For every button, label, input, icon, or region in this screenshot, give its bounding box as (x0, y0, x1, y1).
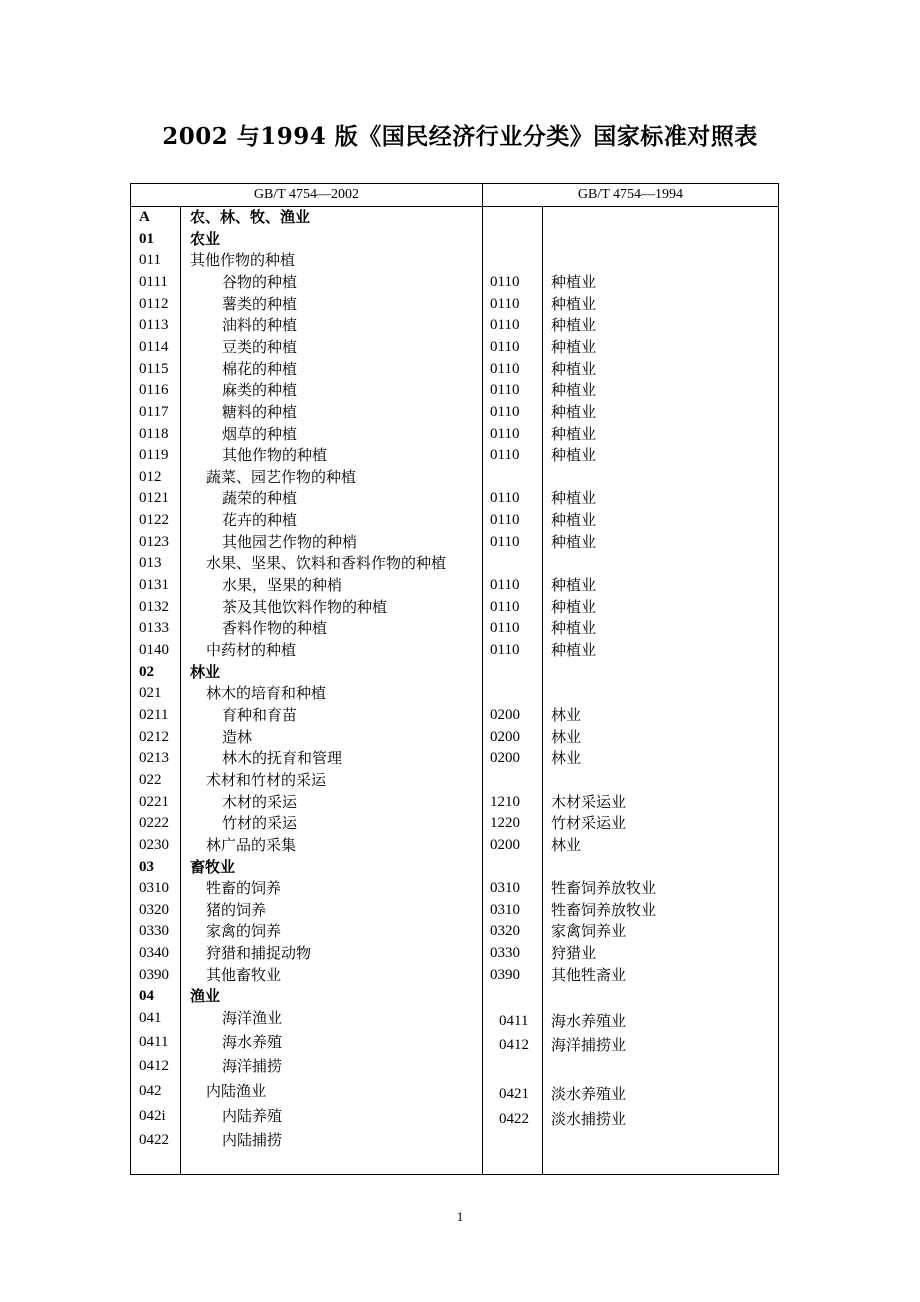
new-name: 花卉的种植 (222, 511, 298, 530)
old-code: 0110 (490, 403, 520, 420)
old-name: 种植业 (551, 446, 597, 465)
new-code: 0133 (139, 620, 169, 637)
table-row (0, 792, 920, 813)
new-name: 林木的培育和种植 (206, 684, 327, 703)
old-code: 0110 (490, 577, 520, 594)
table-row (0, 250, 920, 271)
old-fishery-row (0, 1035, 920, 1056)
new-code: 013 (139, 555, 162, 572)
new-code: 021 (139, 685, 162, 702)
header-old-standard: GB/T 4754—1994 (577, 187, 684, 202)
table-row (0, 683, 920, 704)
table-row (0, 986, 920, 1007)
table-row (0, 294, 920, 315)
new-code: 0412 (139, 1058, 169, 1074)
new-code: 0123 (139, 533, 169, 550)
table-row (0, 553, 920, 574)
table-row (0, 532, 920, 553)
new-code: 0320 (139, 901, 169, 918)
page-number: 1 (456, 1209, 464, 1224)
new-code: 0411 (139, 1034, 169, 1050)
old-code: 0422 (499, 1111, 529, 1127)
old-code: 0110 (490, 360, 520, 377)
table-row (0, 1130, 920, 1151)
new-name: 中药材的种植 (206, 641, 297, 659)
old-code: 0110 (490, 490, 520, 507)
table-row (0, 943, 920, 964)
new-name: 育种和育苗 (222, 705, 298, 724)
new-name: 香料作物的种植 (222, 619, 328, 638)
new-code: 012 (139, 468, 162, 485)
new-code: 0122 (139, 512, 169, 529)
new-name: 内陆渔业 (206, 1082, 267, 1100)
new-code: A (139, 209, 150, 225)
table-row (0, 640, 920, 661)
new-code: 0140 (139, 642, 169, 658)
new-code: 022 (139, 771, 162, 788)
old-fishery-row (0, 1084, 920, 1105)
new-code: 0310 (139, 880, 169, 897)
table-row (0, 424, 920, 445)
new-name: 农业 (190, 229, 221, 248)
new-name: 内陆养殖 (222, 1107, 283, 1125)
old-name: 林业 (551, 749, 582, 768)
old-name: 种植业 (551, 381, 597, 400)
old-code: 0110 (490, 620, 520, 637)
old-name: 家禽饲养业 (551, 922, 627, 941)
old-name: 种植业 (551, 641, 597, 659)
old-name: 种植业 (551, 489, 597, 508)
table-row (0, 488, 920, 509)
new-code: 0422 (139, 1132, 169, 1148)
old-name: 牲畜饲养放牧业 (551, 900, 657, 919)
old-code: 0110 (490, 295, 520, 312)
old-code: 0200 (490, 728, 520, 745)
table-row (0, 380, 920, 401)
old-name: 种植业 (551, 597, 597, 616)
old-code: 0200 (490, 706, 520, 723)
new-name: 狩猎和捕捉动物 (206, 944, 312, 963)
new-name: 谷物的种植 (222, 272, 298, 291)
new-name: 其他园艺作物的种梢 (222, 532, 358, 551)
table-row (0, 207, 920, 228)
table-row (0, 662, 920, 683)
old-name: 淡水养殖业 (551, 1085, 627, 1103)
new-code: 042 (139, 1083, 162, 1099)
old-name: 种植业 (551, 402, 597, 421)
new-code: 0230 (139, 836, 169, 853)
table-row (0, 748, 920, 769)
table-row (0, 857, 920, 878)
new-code: 0116 (139, 382, 169, 399)
old-name: 木材采运业 (551, 792, 627, 811)
old-code: 0110 (490, 598, 520, 615)
new-name: 海洋捕捞 (222, 1057, 283, 1075)
old-code: 0310 (490, 880, 520, 897)
table-row (0, 1056, 920, 1077)
table-row (0, 315, 920, 336)
old-code: 0320 (490, 923, 520, 940)
new-name: 茶及其他饮料作物的种植 (222, 597, 388, 616)
new-code: 0213 (139, 750, 169, 767)
new-code: 0131 (139, 577, 169, 594)
new-code: 0132 (139, 598, 169, 615)
old-code: 0330 (490, 945, 520, 962)
new-name: 术材和竹材的采运 (206, 770, 327, 789)
old-name: 林业 (551, 727, 582, 746)
table-row (0, 272, 920, 293)
new-name: 豆类的种植 (222, 337, 298, 356)
old-name: 种植业 (551, 337, 597, 356)
new-code: 03 (139, 858, 154, 875)
old-name: 海洋捕捞业 (551, 1036, 627, 1054)
new-name: 造林 (222, 727, 253, 746)
new-name: 烟草的种植 (222, 424, 298, 443)
old-code: 0110 (490, 512, 520, 529)
old-code: 0110 (490, 533, 520, 550)
new-name: 蔬菜、园艺作物的种植 (206, 467, 357, 486)
new-name: 渔业 (190, 987, 221, 1006)
old-code: 0110 (490, 317, 520, 334)
new-code: 0112 (139, 295, 169, 312)
old-fishery-row (0, 1011, 920, 1032)
old-code: 0421 (499, 1086, 529, 1102)
table-row (0, 878, 920, 899)
old-code: 0110 (490, 447, 520, 464)
new-name: 蔬荣的种植 (222, 489, 298, 508)
old-code: 0200 (490, 836, 520, 853)
table-row (0, 229, 920, 250)
new-name: 林广品的采集 (206, 835, 297, 854)
old-name: 种植业 (551, 576, 597, 595)
old-code: 1210 (490, 793, 520, 810)
old-name: 竹材采运业 (551, 814, 627, 833)
new-code: 0221 (139, 793, 169, 810)
new-code: 0117 (139, 403, 169, 420)
old-name: 种植业 (551, 316, 597, 335)
table-row (0, 337, 920, 358)
new-name: 其他作物的种植 (190, 251, 296, 270)
new-code: 011 (139, 252, 161, 269)
new-code: 0390 (139, 966, 169, 983)
old-fishery-row (0, 1109, 920, 1130)
table-row (0, 467, 920, 488)
new-name: 油料的种植 (222, 316, 298, 335)
table-border-bottom (130, 1174, 779, 1175)
new-code: 0113 (139, 317, 169, 334)
old-code: 0200 (490, 750, 520, 767)
new-code: 0118 (139, 425, 169, 442)
old-code: 0310 (490, 901, 520, 918)
new-code: 0212 (139, 728, 169, 745)
table-row (0, 727, 920, 748)
new-name: 薯类的种植 (222, 294, 298, 313)
old-name: 种植业 (551, 424, 597, 443)
old-name: 种植业 (551, 294, 597, 313)
old-name: 林业 (551, 705, 582, 724)
old-name: 种植业 (551, 511, 597, 530)
old-name: 种植业 (551, 272, 597, 291)
table-row (0, 813, 920, 834)
table-row (0, 835, 920, 856)
old-name: 种植业 (551, 532, 597, 551)
old-code: 0412 (499, 1037, 529, 1053)
old-name: 淡水捕捞业 (551, 1110, 627, 1128)
new-name: 水果、坚果、饮料和香料作物的种植 (206, 554, 447, 573)
old-name: 林业 (551, 835, 582, 854)
old-code: 1220 (490, 815, 520, 832)
new-name: 其他畜牧业 (206, 965, 282, 984)
new-name: 水果，坚果的种梢 (222, 576, 343, 595)
old-name: 其他牲斋业 (551, 965, 627, 984)
table-row (0, 359, 920, 380)
header-new-standard: GB/T 4754—2002 (253, 187, 360, 202)
new-code: 0114 (139, 338, 169, 355)
new-name: 糖料的种植 (222, 402, 298, 421)
new-name: 家禽的饲养 (206, 922, 282, 941)
table-row (0, 597, 920, 618)
new-name: 牲畜的饲养 (206, 879, 282, 898)
table-row (0, 921, 920, 942)
table-row (0, 575, 920, 596)
table-row (0, 900, 920, 921)
new-code: 02 (139, 663, 154, 680)
old-code: 0390 (490, 966, 520, 983)
table-row (0, 618, 920, 639)
table-row (0, 965, 920, 986)
old-code: 0110 (490, 382, 520, 399)
new-name: 猪的饲养 (206, 900, 267, 919)
new-name: 海洋渔业 (222, 1009, 283, 1027)
new-name: 农、林、牧、渔业 (190, 208, 311, 226)
new-name: 其他作物的种植 (222, 446, 328, 465)
old-code: 0411 (499, 1013, 529, 1029)
table-row (0, 705, 920, 726)
new-code: 04 (139, 988, 154, 1005)
new-code: 041 (139, 1010, 162, 1026)
old-code: 0110 (490, 642, 520, 658)
old-name: 种植业 (551, 359, 597, 378)
old-name: 狩猎业 (551, 944, 597, 963)
new-name: 内陆捕捞 (222, 1131, 283, 1149)
new-name: 畜牧业 (190, 857, 236, 876)
new-name: 木材的采运 (222, 792, 298, 811)
old-code: 0110 (490, 273, 520, 290)
new-code: 0222 (139, 815, 169, 832)
new-name: 麻类的种植 (222, 381, 298, 400)
new-code: 0111 (139, 273, 168, 290)
new-code: 0115 (139, 360, 169, 377)
new-code: 01 (139, 230, 154, 247)
new-name: 林木的抚育和管理 (222, 749, 343, 768)
new-code: 0340 (139, 945, 169, 962)
table-row (0, 402, 920, 423)
old-code: 0110 (490, 338, 520, 355)
new-code: 0121 (139, 490, 169, 507)
new-name: 棉花的种植 (222, 359, 298, 378)
old-code: 0110 (490, 425, 520, 442)
table-row (0, 770, 920, 791)
new-code: 042i (139, 1108, 166, 1124)
page-title: 2002 与1994 版《国民经济行业分类》国家标准对照表 (162, 123, 758, 150)
new-name: 海水养殖 (222, 1033, 283, 1051)
new-code: 0119 (139, 447, 169, 464)
old-name: 种植业 (551, 619, 597, 638)
old-name: 海水养殖业 (551, 1012, 627, 1030)
new-code: 0330 (139, 923, 169, 940)
new-code: 0211 (139, 706, 169, 723)
table-row (0, 510, 920, 531)
table-row (0, 445, 920, 466)
old-name: 牲畜饲养放牧业 (551, 879, 657, 898)
new-name: 林业 (190, 662, 221, 681)
new-name: 竹材的采运 (222, 814, 298, 833)
